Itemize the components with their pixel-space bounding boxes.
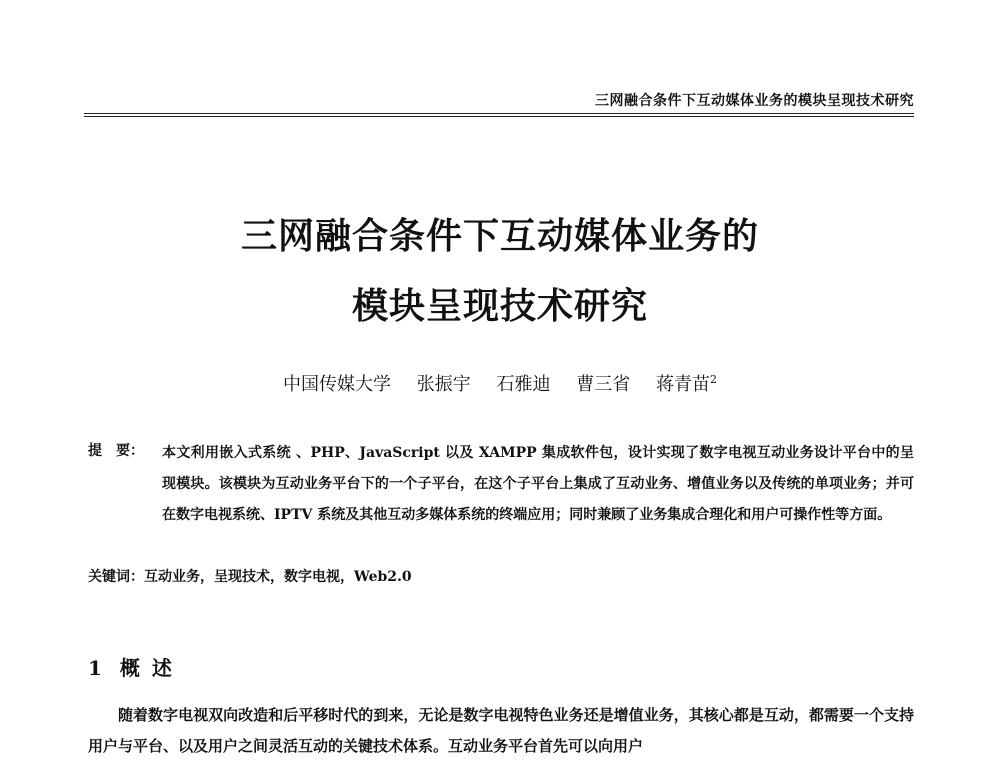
keywords-text: 互动业务，呈现技术，数字电视，Web2.0 xyxy=(144,569,412,585)
paper-title-line-1: 三网融合条件下互动媒体业务的 xyxy=(240,215,759,257)
abstract-label: 提 要： xyxy=(88,443,144,459)
author-affiliation: 中国传媒大学 xyxy=(283,374,392,395)
paper-title-line-2: 模块呈现技术研究 xyxy=(351,285,648,327)
author-name-last xyxy=(656,374,717,395)
section-number: 1 xyxy=(88,656,102,680)
author-footnote-mark: 2 xyxy=(709,373,717,386)
author-name: 曹三省 xyxy=(576,374,631,395)
author-name: 张振宇 xyxy=(416,374,471,395)
author-line xyxy=(0,370,1000,396)
header-rule-thick xyxy=(84,113,914,114)
body-paragraph: 随着数字电视双向改造和后平移时代的到来，无论是数字电视特色业务还是增值业务，其核心都是互动，都需要一个支持用户与平台、以及用户之间灵活互动的关键技术体系。互动业务平台首先可以向用户 xyxy=(88,706,914,755)
abstract-text: 本文利用嵌入式系统 、PHP、JavaScript 以及 XAMPP 集成软件包，设计实现了数字电视互动业务设计平台中的呈现模块。该模块为互动业务平台下的一个子平台，在这个子平台上集成了互动业务、增值业务以及传统的单项业务；并可在数字电视系统、IPTV 系统及其他互动多媒体系统的终端应用；同时兼顾了业务集成合理化和用户可操作性等方面。 xyxy=(162,445,914,523)
running-header: 三网融合条件下互动媒体业务的模块呈现技术研究 xyxy=(595,93,914,109)
section-heading xyxy=(88,652,184,681)
keywords-label: 关键词： xyxy=(88,569,144,585)
author-name: 蒋青苗 xyxy=(655,374,710,395)
section-title: 概述 xyxy=(119,656,184,680)
author-name: 石雅迪 xyxy=(496,374,551,395)
header-rule-thin xyxy=(84,116,914,117)
keywords-line xyxy=(88,566,412,586)
